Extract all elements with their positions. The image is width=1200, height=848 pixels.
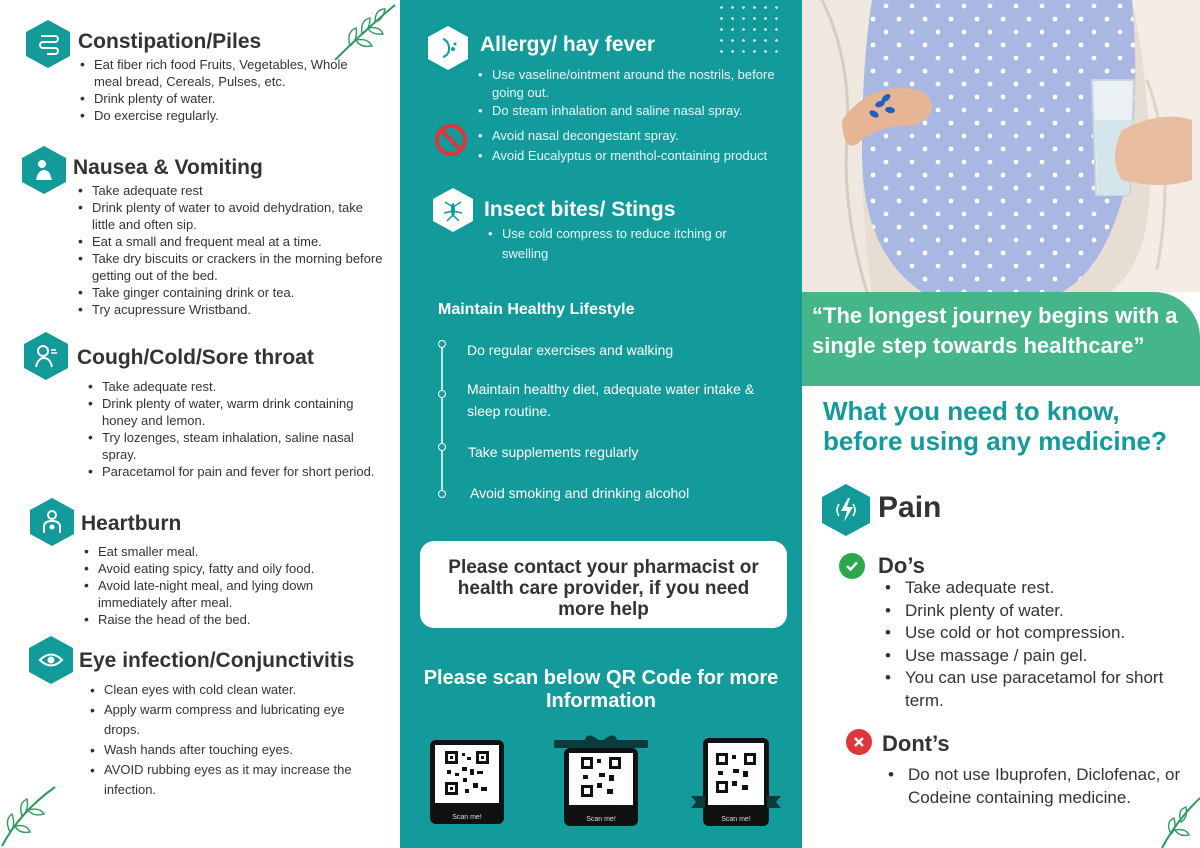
timeline-dot (438, 490, 446, 498)
qr-code-card[interactable] (564, 748, 638, 826)
list-item: • Try acupressure Wristband. (78, 301, 383, 318)
list-item: • Do not use Ibuprofen, Diclofenac, or Codeine containing medicine. (886, 764, 1196, 809)
dos-title: Do’s (878, 553, 925, 578)
contact-box: Please contact your pharmacist or health care provider, if you need more help (420, 541, 787, 628)
list-item: • Eat a small and frequent meal at a time. (78, 233, 383, 250)
cross-circle-icon (846, 729, 872, 755)
section-title: Heartburn (81, 512, 182, 535)
check-circle-icon (839, 553, 865, 579)
right-panel (802, 0, 1200, 848)
list-item: • Clean eyes with cold clean water. (90, 680, 375, 700)
list-item: • Take adequate rest (78, 182, 383, 199)
allergy-title: Allergy/ hay fever (480, 33, 656, 56)
eye-icon (37, 646, 65, 674)
list-item: • Avoid nasal decongestant spray. (478, 126, 778, 146)
pregnant-woman-medicine-illustration (802, 0, 1200, 292)
quote-banner: “The longest journey begins with a single step towards healthcare” (802, 292, 1200, 386)
eye-list (90, 680, 375, 800)
qr-code-icon (435, 745, 499, 803)
heartburn-hex (30, 498, 74, 546)
qr-code-card[interactable] (703, 738, 769, 826)
section-title: Nausea & Vomiting (73, 156, 263, 179)
list-item: • Use cold or hot compression. (883, 622, 1195, 645)
list-item: • Avoid eating spicy, fatty and oily food. (84, 560, 369, 577)
allergy-dos-list (478, 66, 778, 120)
donts-title: Dont’s (882, 731, 950, 756)
know-title: What you need to know, before using any medicine? (823, 396, 1167, 456)
list-item: • Avoid Eucalyptus or menthol-containing product (478, 146, 778, 166)
lifestyle-item: Maintain healthy diet, adequate water intake & sleep routine. (467, 381, 755, 419)
section-heartburn (0, 498, 400, 632)
prohibited-icon (434, 123, 468, 157)
list-item: • You can use paracetamol for short term. (883, 667, 1195, 712)
scan-title: Please scan below QR Code for more Information (423, 667, 779, 712)
nausea-list (78, 182, 383, 318)
pregnant-woman-photo (802, 0, 1200, 292)
timeline-line (441, 340, 443, 498)
section-title: Constipation/Piles (78, 30, 262, 53)
qr-code-card[interactable] (430, 740, 504, 824)
heartburn-list (84, 543, 369, 628)
lightning-pain-icon (831, 495, 861, 525)
list-item: • Eat smaller meal. (84, 543, 369, 560)
allergy-hex (428, 26, 468, 70)
list-item: • AVOID rubbing eyes as it may increase the infection. (90, 760, 375, 800)
list-item: • Try lozenges, steam inhalation, saline nasal spray. (88, 429, 378, 463)
section-constipation (0, 20, 400, 130)
section-title: Eye infection/Conjunctivitis (79, 649, 355, 672)
qr-label: Scan me! (452, 814, 482, 821)
donts-list (886, 764, 1196, 809)
cough-list (88, 378, 378, 480)
dos-list (883, 577, 1195, 712)
insect-title: Insect bites/ Stings (484, 198, 676, 221)
list-item: • Wash hands after touching eyes. (90, 740, 375, 760)
list-item: • Take dry biscuits or crackers in the morning before getting out of the bed. (78, 250, 383, 284)
list-item: • Drink plenty of water. (883, 600, 1195, 623)
cough-person-icon (32, 342, 60, 370)
list-item: • Use vaseline/ointment around the nostrils, before going out. (478, 66, 778, 102)
pain-title: Pain (878, 491, 942, 524)
person-sick-icon (30, 156, 58, 184)
list-item: • Use cold compress to reduce itching or swelling (488, 224, 758, 264)
list-item: • Drink plenty of water, warm drink containing honey and lemon. (88, 395, 378, 429)
insect-list (488, 224, 758, 264)
list-item: • Do steam inhalation and saline nasal spray. (478, 102, 778, 120)
heartburn-person-icon (38, 508, 66, 536)
section-title: Cough/Cold/Sore throat (77, 346, 314, 369)
list-item: • Drink plenty of water to avoid dehydration, take little and often sip. (78, 199, 383, 233)
left-panel (0, 0, 400, 848)
list-item: • Raise the head of the bed. (84, 611, 369, 628)
list-item: • Use massage / pain gel. (883, 645, 1195, 668)
list-item: • Drink plenty of water. (80, 90, 375, 107)
constipation-list (80, 56, 375, 124)
lifestyle-item: Avoid smoking and drinking alcohol (470, 485, 690, 501)
qr-code-icon (708, 743, 764, 805)
allergy-nose-icon (435, 35, 461, 61)
nausea-hex (22, 146, 66, 194)
mosquito-icon (440, 197, 466, 223)
section-nausea (0, 146, 400, 326)
allergy-donts-list (478, 126, 778, 166)
timeline-dot (438, 443, 446, 451)
list-item: • Take adequate rest. (88, 378, 378, 395)
timeline-dot (438, 340, 446, 348)
section-cough (0, 332, 400, 502)
list-item: • Apply warm compress and lubricating eye drops. (90, 700, 375, 740)
qr-label: Scan me! (586, 816, 616, 823)
list-item: • Paracetamol for pain and fever for short period. (88, 463, 378, 480)
list-item: • Take ginger containing drink or tea. (78, 284, 383, 301)
gift-bow-icon (554, 732, 648, 754)
list-item: • Avoid late-night meal, and lying down immediately after meal. (84, 577, 369, 611)
qr-code-icon (569, 753, 633, 805)
qr-label: Scan me! (721, 816, 751, 823)
dot-pattern (716, 2, 780, 58)
lifestyle-item: Take supplements regularly (468, 444, 639, 460)
section-eye (0, 636, 400, 806)
pain-hex (822, 484, 870, 536)
cough-hex (24, 332, 68, 380)
insect-hex (433, 188, 473, 232)
intestine-icon (34, 30, 62, 58)
list-item: • Do exercise regularly. (80, 107, 375, 124)
timeline-dot (438, 390, 446, 398)
lifestyle-item: Do regular exercises and walking (467, 342, 674, 358)
eye-hex (29, 636, 73, 684)
leaf-decoration-icon (1157, 790, 1200, 848)
list-item: • Eat fiber rich food Fruits, Vegetables, Whole meal bread, Cereals, Pulses, etc. (80, 56, 375, 90)
lifestyle-title: Maintain Healthy Lifestyle (438, 301, 635, 318)
list-item: • Take adequate rest. (883, 577, 1195, 600)
constipation-hex (26, 20, 70, 68)
middle-panel (400, 0, 802, 848)
